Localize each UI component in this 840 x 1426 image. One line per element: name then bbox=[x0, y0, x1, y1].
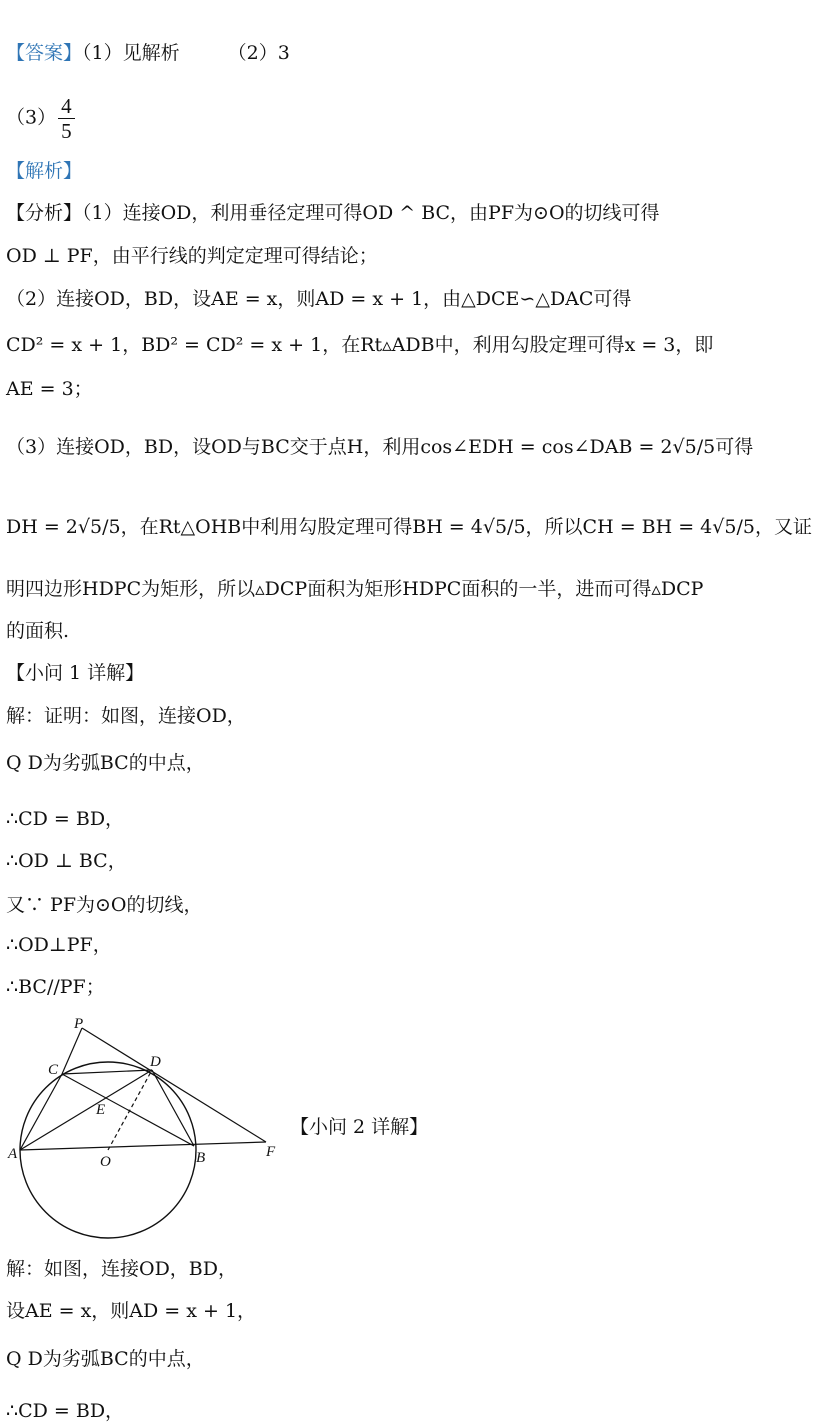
answer-part3 bbox=[6, 94, 77, 143]
question2-header: 【小问 2 详解】 bbox=[290, 1116, 429, 1138]
q2-line-2: 设AE = x，则AD = x + 1， bbox=[6, 1300, 257, 1322]
point-label-b: B bbox=[196, 1150, 206, 1166]
question1-header: 【小问 1 详解】 bbox=[6, 662, 145, 684]
q1-line-4: ∴OD ⊥ BC， bbox=[6, 850, 127, 872]
fraction-numerator: 4 bbox=[58, 94, 75, 119]
point-label-a: A bbox=[8, 1146, 18, 1162]
q2-line-3: Q D为劣弧BC的中点， bbox=[6, 1348, 205, 1370]
geometry-figure bbox=[4, 1012, 294, 1242]
line-cd bbox=[62, 1070, 152, 1074]
q1-line-2: Q D为劣弧BC的中点， bbox=[6, 752, 205, 774]
analysis-line-9: 的面积. bbox=[6, 620, 70, 642]
answer-part1: （1）见解析 bbox=[82, 42, 180, 64]
answer-fraction bbox=[58, 94, 75, 143]
point-label-f: F bbox=[266, 1144, 276, 1160]
answer-label: 【答案】 bbox=[6, 42, 83, 64]
analysis-line-5: AE = 3； bbox=[6, 378, 93, 400]
point-label-c: C bbox=[48, 1062, 59, 1078]
analysis-line-3: （2）连接OD，BD，设AE = x，则AD = x + 1，由△DCE∽△DAC可得 bbox=[6, 288, 632, 310]
line-af bbox=[20, 1142, 266, 1150]
analysis-line-1: 【分析】（1）连接OD，利用垂径定理可得OD ^ BC，由PF为⊙O的切线可得 bbox=[6, 202, 660, 224]
q1-line-6: ∴OD⊥PF， bbox=[6, 934, 112, 956]
analysis-line-7: DH = 2√5/5，在Rt△OHB中利用勾股定理可得BH = 4√5/5，所以CH = BH = 4√5/5，又证 bbox=[6, 516, 812, 538]
point-label-e: E bbox=[96, 1102, 106, 1118]
analysis-line-4: CD² = x + 1，BD² = CD² = x + 1，在Rt▵ADB中，利用勾股定理可得x = 3，即 bbox=[6, 334, 714, 356]
line-ad bbox=[20, 1070, 152, 1150]
q1-line-1: 解：证明：如图，连接OD， bbox=[6, 705, 246, 727]
line-pf bbox=[82, 1028, 266, 1142]
analysis-line-8: 明四边形HDPC为矩形，所以▵DCP面积为矩形HDPC面积的一半，进而可得▵DCP bbox=[6, 578, 704, 600]
q2-line-4: ∴CD = BD， bbox=[6, 1400, 125, 1422]
q1-line-3: ∴CD = BD， bbox=[6, 808, 125, 830]
line-od-dashed bbox=[108, 1070, 152, 1150]
line-ac bbox=[20, 1074, 62, 1150]
q1-line-7: ∴BC//PF； bbox=[6, 976, 105, 998]
point-label-d: D bbox=[150, 1054, 161, 1070]
analysis-line-2: OD ⊥ PF，由平行线的判定定理可得结论； bbox=[6, 245, 378, 267]
analysis-line-6: （3）连接OD，BD，设OD与BC交于点H，利用cos∠EDH = cos∠DAB = 2√5/5可得 bbox=[6, 436, 754, 458]
analysis-label: 【解析】 bbox=[6, 160, 83, 182]
answer-line bbox=[6, 38, 290, 68]
answer-part2: （2）3 bbox=[227, 42, 290, 64]
answer-part3-prefix: （3） bbox=[6, 106, 57, 129]
point-label-o: O bbox=[100, 1154, 111, 1170]
q2-line-1: 解：如图，连接OD，BD， bbox=[6, 1258, 238, 1280]
q1-line-5: 又∵ PF为⊙O的切线， bbox=[6, 894, 203, 916]
point-label-p: P bbox=[74, 1016, 84, 1032]
fraction-denominator: 5 bbox=[61, 119, 72, 143]
